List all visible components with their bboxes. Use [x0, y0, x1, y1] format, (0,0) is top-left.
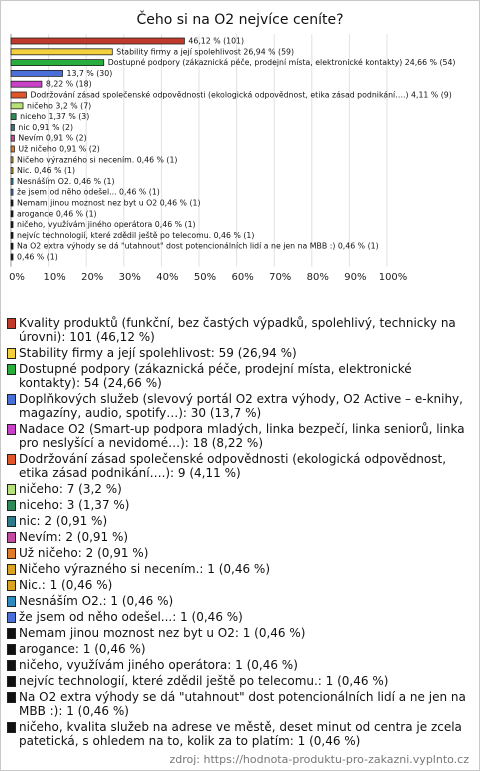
- x-tick-label: 80%: [306, 271, 329, 283]
- x-tick-label: 70%: [269, 271, 292, 283]
- x-tick-label: 10%: [43, 271, 66, 283]
- legend-label: Nadace O2 (Smart-up podpora mladých, linka bezpečí, linka seniorů, linka pro neslyšící a nevidomé…): 18 (8,22 %): [19, 422, 465, 450]
- bar: [11, 38, 184, 44]
- legend-swatch: [7, 394, 16, 405]
- bar: [11, 70, 63, 76]
- bar: [11, 189, 13, 195]
- legend-item: [7, 482, 473, 496]
- bar: [11, 222, 13, 228]
- legend-item: [7, 720, 473, 748]
- bar: [11, 92, 26, 98]
- bar-chart: [1, 31, 479, 311]
- legend-swatch: [7, 516, 16, 527]
- bar-label: Stability firmy a její spolehlivost 26,94 % (59): [116, 47, 295, 57]
- legend-label: Nevím: 2 (0,91 %): [19, 530, 129, 544]
- legend-item: [7, 610, 473, 624]
- bar-label: že jsem od něho odešel... 0,46 % (1): [17, 187, 160, 197]
- legend-item: [7, 626, 473, 640]
- bar: [11, 243, 13, 249]
- legend-item: [7, 514, 473, 528]
- legend-item: [7, 316, 473, 344]
- legend-swatch: [7, 692, 16, 703]
- legend-label: ničeho, kvalita služeb na adrese ve městě, deset minut od centra je zcela patetická, s ohledem na to, kolik za to platím: 1 (0,46 %): [19, 720, 462, 748]
- bar-label: ničeho 3,2 % (7): [27, 101, 92, 111]
- bar: [11, 146, 14, 152]
- x-tick-label: 0%: [9, 271, 25, 283]
- bar-label: Nic. 0,46 % (1): [17, 166, 76, 176]
- bar-label: Nesnáším O2. 0,46 % (1): [17, 176, 115, 186]
- chart-legend: [7, 316, 473, 750]
- bar-label: 8,22 % (18): [45, 79, 92, 89]
- legend-label: Stability firmy a její spolehlivost: 59 (26,94 %): [19, 346, 297, 360]
- legend-swatch: [7, 548, 16, 559]
- legend-label: že jsem od něho odešel...: 1 (0,46 %): [19, 610, 243, 624]
- legend-swatch: [7, 318, 16, 329]
- bar-label: Nemam jinou moznost nez byt u O2 0,46 % (1): [17, 198, 201, 208]
- legend-item: [7, 346, 473, 360]
- legend-item: [7, 690, 473, 718]
- bar: [11, 178, 13, 184]
- bar: [11, 157, 13, 163]
- legend-item: [7, 594, 473, 608]
- legend-label: arogance: 1 (0,46 %): [19, 642, 146, 656]
- legend-swatch: [7, 612, 16, 623]
- legend-label: niceho: 3 (1,37 %): [19, 498, 130, 512]
- legend-item: [7, 578, 473, 592]
- bar-label: ničeho, využívám jiného operátora 0,46 % (1): [17, 220, 196, 230]
- source-credit: zdroj: https://hodnota-produktu-pro-zakazni.vyplnto.cz: [169, 753, 469, 766]
- legend-label: Dodržování zásad společenské odpovědnosti (ekologická odpovědnost, etika zásad podnikání….): 9 (4,11 %): [19, 452, 447, 480]
- legend-swatch: [7, 424, 16, 435]
- bar: [11, 168, 13, 174]
- legend-item: [7, 530, 473, 544]
- legend-swatch: [7, 676, 16, 687]
- legend-label: Ničeho výrazného si necením.: 1 (0,46 %): [19, 562, 271, 576]
- bar: [11, 60, 104, 66]
- bar-label: niceho 1,37 % (3): [20, 112, 90, 122]
- bar: [11, 135, 14, 141]
- legend-item: [7, 392, 473, 420]
- legend-swatch: [7, 596, 16, 607]
- x-tick-label: 30%: [118, 271, 141, 283]
- legend-item: [7, 562, 473, 576]
- bar: [11, 124, 14, 130]
- legend-swatch: [7, 628, 16, 639]
- legend-label: ničeho: 7 (3,2 %): [19, 482, 122, 496]
- x-tick-label: 90%: [344, 271, 367, 283]
- bar: [11, 200, 13, 206]
- bar-label: nejvíc technologií, které zdědil ještě po telecomu. 0,46 % (1): [17, 230, 255, 240]
- legend-label: nic: 2 (0,91 %): [19, 514, 108, 528]
- legend-label: Dostupné podpory (zákaznická péče, prodejní místa, elektronické kontakty): 54 (24,66 %): [19, 362, 412, 390]
- legend-label: Doplňkových služeb (slevový portál O2 extra výhody, O2 Active – e-knihy, magazíny, audio, spotify…): 30 (13,7 %): [19, 392, 463, 420]
- legend-label: Nic.: 1 (0,46 %): [19, 578, 113, 592]
- legend-swatch: [7, 722, 16, 733]
- legend-item: [7, 674, 473, 688]
- legend-label: Kvality produktů (funkční, bez častých výpadků, spolehlivý, technicky na úrovni): 101 (46,12 %): [19, 316, 456, 344]
- bar: [11, 103, 23, 109]
- legend-item: [7, 362, 473, 390]
- x-tick-label: 50%: [193, 271, 217, 283]
- legend-label: Nemam jinou moznost nez byt u O2: 1 (0,46 %): [19, 626, 306, 640]
- x-tick-label: 100%: [378, 271, 408, 283]
- bar-label: 46,12 % (101): [188, 36, 245, 46]
- legend-swatch: [7, 580, 16, 591]
- legend-swatch: [7, 564, 16, 575]
- legend-item: [7, 642, 473, 656]
- legend-swatch: [7, 364, 16, 375]
- bar: [11, 81, 42, 87]
- legend-label: Už ničeho: 2 (0,91 %): [19, 546, 149, 560]
- bar-label: nic 0,91 % (2): [18, 122, 74, 132]
- bar: [11, 49, 112, 55]
- legend-swatch: [7, 500, 16, 511]
- bar: [11, 254, 13, 260]
- bar-label: 13,7 % (30): [66, 68, 113, 78]
- legend-swatch: [7, 532, 16, 543]
- legend-swatch: [7, 348, 16, 359]
- chart-title: Čeho si na O2 nejvíce ceníte?: [136, 12, 344, 28]
- legend-swatch: [7, 454, 16, 465]
- legend-label: Na O2 extra výhody se dá "utahnout" dost potencionálních lidí a ne jen na MBB :): 1 (0,46 %): [19, 690, 466, 718]
- legend-swatch: [7, 660, 16, 671]
- bar-label: 0,46 % (1): [17, 252, 58, 262]
- x-tick-label: 20%: [81, 271, 104, 283]
- legend-swatch: [7, 484, 16, 495]
- legend-item: [7, 498, 473, 512]
- x-tick-label: 60%: [231, 271, 254, 283]
- legend-label: nejvíc technologií, které zdědil ještě po telecomu.: 1 (0,46 %): [19, 674, 389, 688]
- bar-label: arogance 0,46 % (1): [17, 209, 97, 219]
- legend-label: Nesnáším O2.: 1 (0,46 %): [19, 594, 174, 608]
- legend-item: [7, 422, 473, 450]
- bar-label: Na O2 extra výhody se dá "utahnout" dost potencionálních lidí a ne jen na MBB :) 0,46 % (1): [17, 241, 379, 251]
- bar-label: Ničeho výrazného si necením. 0,46 % (1): [17, 155, 178, 165]
- bar: [11, 114, 16, 120]
- legend-label: ničeho, využívám jiného operátora: 1 (0,46 %): [19, 658, 298, 672]
- legend-item: [7, 452, 473, 480]
- bar-label: Nevím 0,91 % (2): [18, 133, 87, 143]
- legend-item: [7, 658, 473, 672]
- bar-label: Dodržování zásad společenské odpovědnosti (ekologická odpovědnost, etika zásad podnikání….) 4,11 % (9): [30, 90, 452, 100]
- bar-label: Už ničeho 0,91 % (2): [18, 144, 100, 154]
- legend-item: [7, 546, 473, 560]
- legend-swatch: [7, 644, 16, 655]
- x-tick-label: 40%: [156, 271, 179, 283]
- bar: [11, 211, 13, 217]
- bar-label: Dostupné podpory (zákaznická péče, prodejní místa, elektronické kontakty) 24,66 % (54): [107, 58, 456, 68]
- bar: [11, 232, 13, 238]
